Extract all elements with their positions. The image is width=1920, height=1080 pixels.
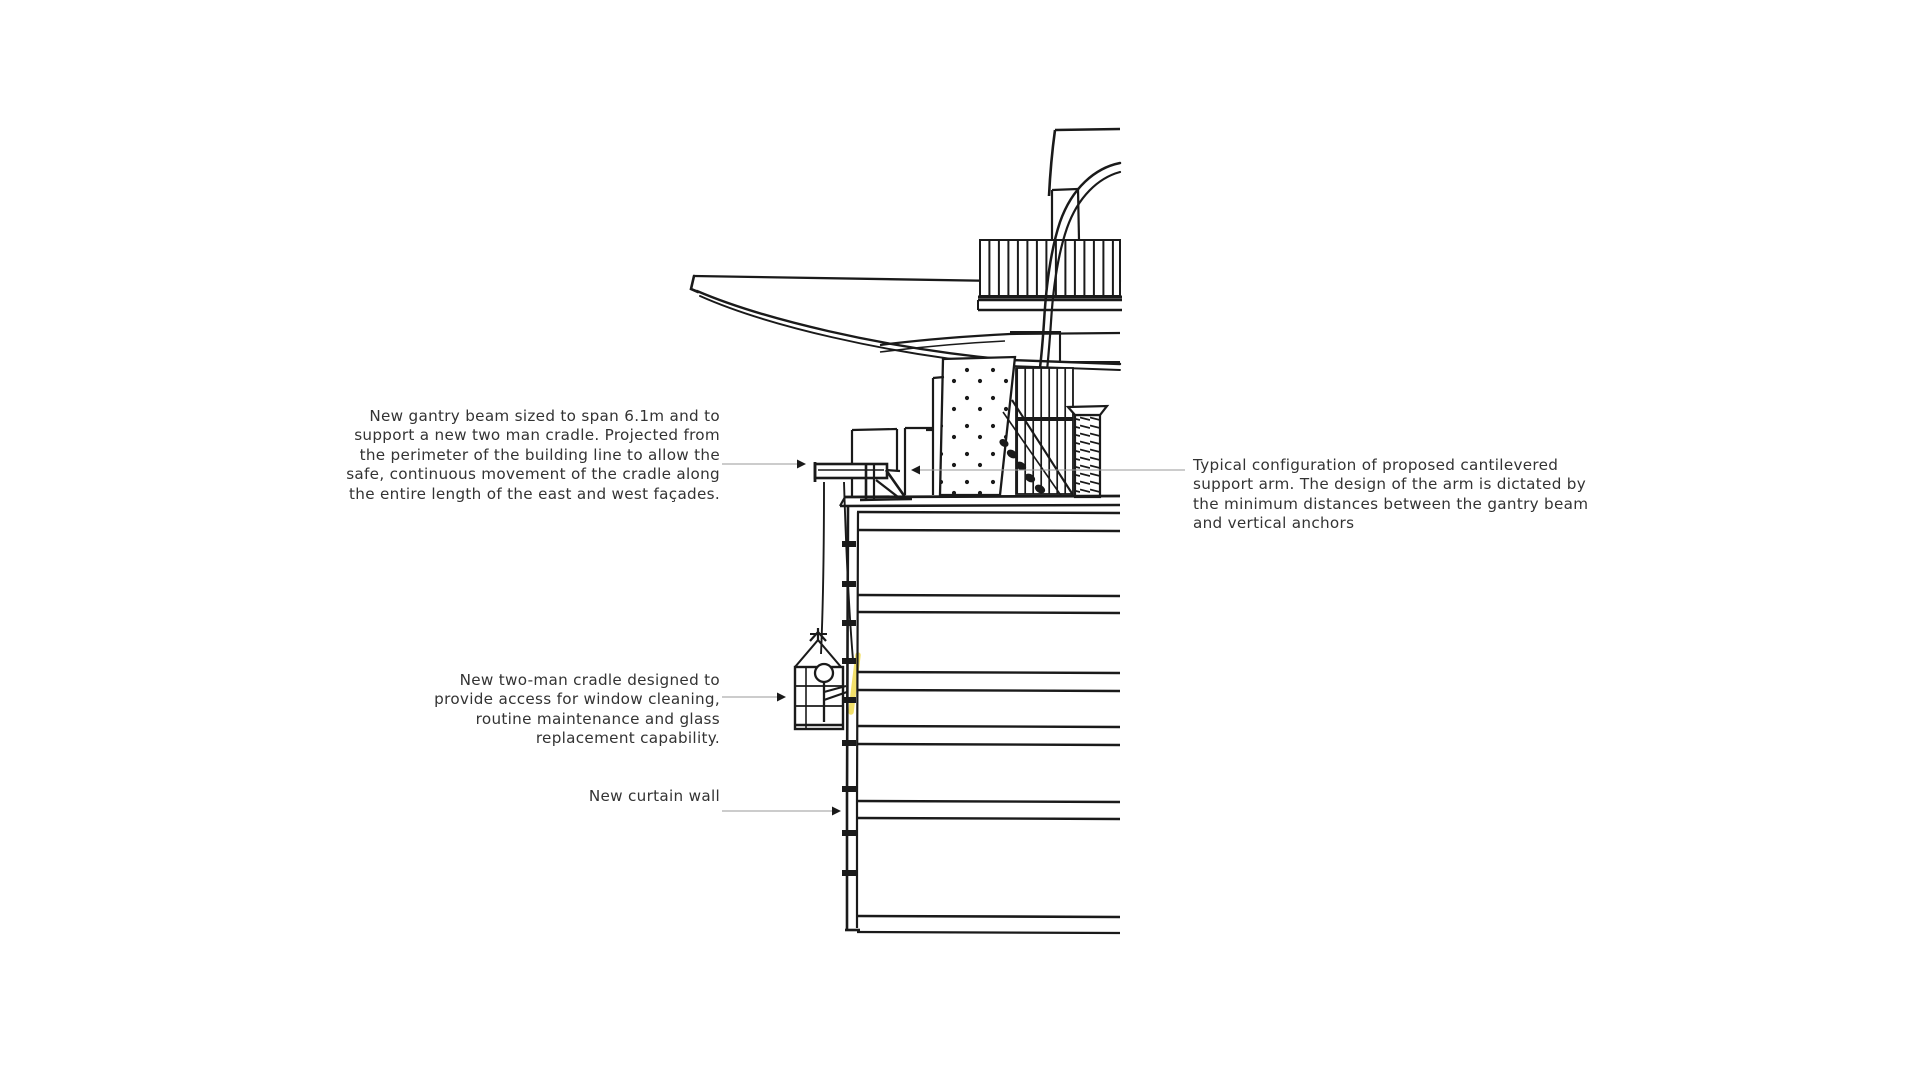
gantry-beam	[815, 462, 887, 482]
curtain-wall-mullion	[845, 506, 860, 930]
roof-slab-band	[978, 300, 1122, 310]
stippled-concrete-column	[940, 357, 1015, 495]
left-upstand-block	[905, 377, 944, 495]
annotation-support-arm: Typical configuration of proposed cantilevered support arm. The design of the arm is dictated by the minimum distances between the gantry beam and vertical anchors	[1193, 456, 1589, 533]
hatched-screen-panel	[1016, 368, 1073, 494]
upper-parapet-edge	[1049, 129, 1120, 196]
leader-lines	[722, 464, 1185, 811]
annotation-cradle: New two-man cradle designed to provide access for window cleaning, routine maintenance and glass replacement capability.	[434, 671, 720, 748]
annotation-gantry-beam: New gantry beam sized to span 6.1m and to support a new two man cradle. Projected from the perimeter of the building line to allow the safe, continuous movement of the cradle along the entire length of the east and west façades.	[346, 407, 720, 503]
floor-slabs	[857, 512, 1120, 933]
annotation-curtain-wall: New curtain wall	[588, 787, 720, 805]
